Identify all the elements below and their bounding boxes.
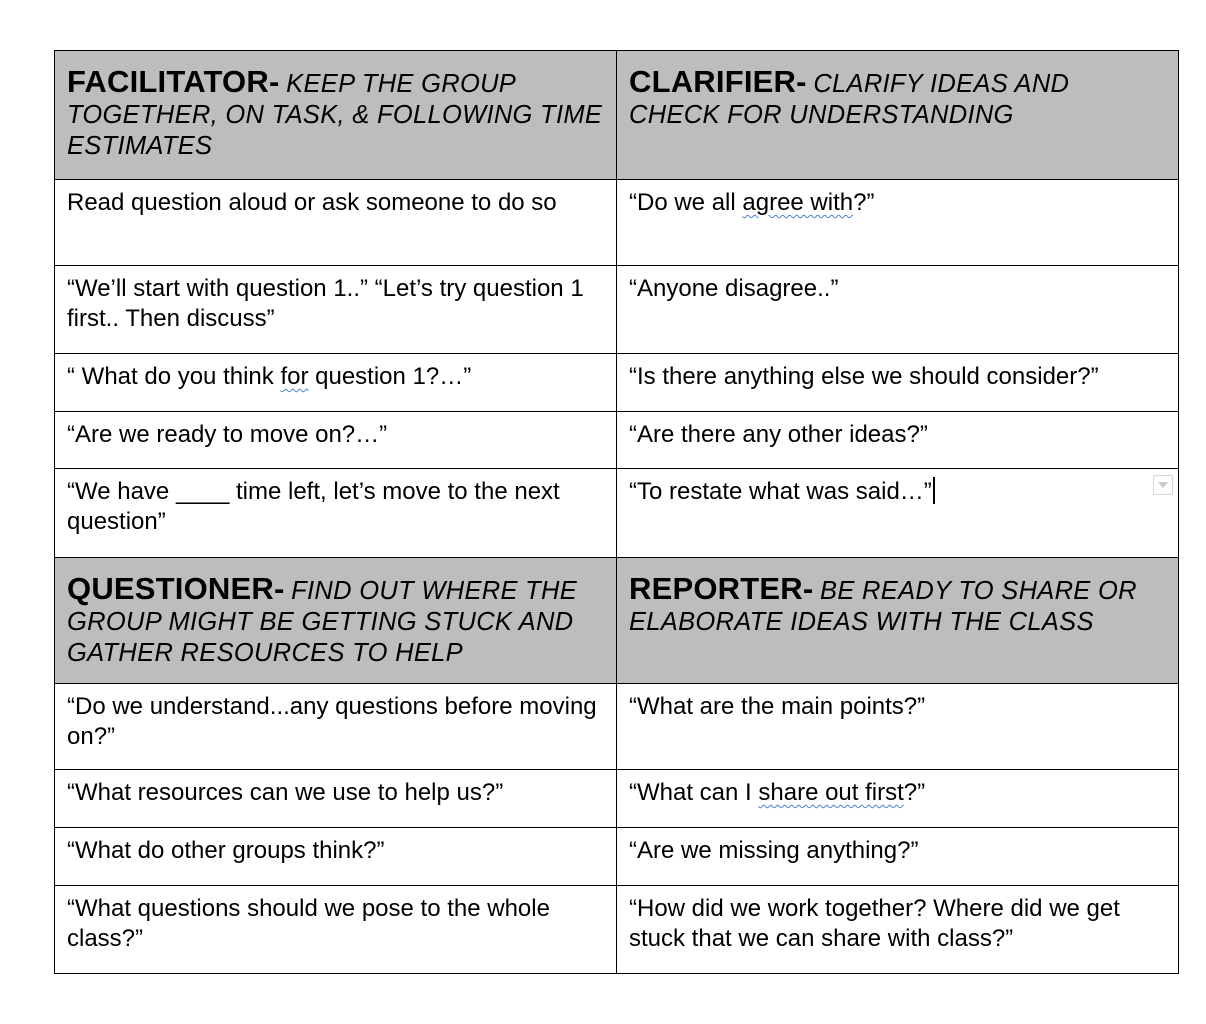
role-name: QUESTIONER- — [67, 571, 285, 606]
prompt-text: ?” — [903, 779, 926, 806]
prompt-cell[interactable] — [617, 770, 1179, 828]
table-row — [55, 684, 1179, 770]
table-row — [55, 266, 1179, 354]
table-row — [55, 558, 1179, 684]
table-row — [55, 412, 1179, 469]
prompt-cell-active[interactable] — [617, 469, 1179, 558]
clarifier-header-cell[interactable] — [617, 51, 1179, 180]
spellcheck-flagged-text[interactable]: for — [280, 363, 309, 390]
role-name: REPORTER- — [629, 571, 814, 606]
prompt-cell[interactable]: “We’ll start with question 1..” “Let’s try question 1 first.. Then discuss” — [55, 266, 617, 354]
spellcheck-flagged-text[interactable]: agree with — [742, 189, 854, 216]
roles-table — [54, 50, 1179, 974]
prompt-text: question 1?…” — [308, 363, 472, 390]
prompt-cell[interactable]: “What questions should we pose to the whole class?” — [55, 886, 617, 974]
table-row — [55, 469, 1179, 558]
table-row — [55, 51, 1179, 180]
prompt-cell[interactable]: “Are we ready to move on?…” — [55, 412, 617, 469]
prompt-text: “ What do you think — [67, 363, 281, 390]
prompt-cell[interactable] — [55, 354, 617, 412]
prompt-cell[interactable]: “Anyone disagree..” — [617, 266, 1179, 354]
role-description: FIND OUT WHERE THE GROUP MIGHT BE GETTING STUCK AND GATHER RESOURCES TO HELP — [67, 577, 578, 667]
prompt-cell[interactable]: “We have ____ time left, let’s move to the next question” — [55, 469, 617, 558]
prompt-cell[interactable] — [617, 180, 1179, 266]
prompt-cell[interactable]: Read question aloud or ask someone to do so — [55, 180, 617, 266]
table-row — [55, 828, 1179, 886]
table-row — [55, 886, 1179, 974]
prompt-text: “Do we all — [629, 189, 743, 216]
prompt-cell[interactable]: “How did we work together? Where did we get stuck that we can share with class?” — [617, 886, 1179, 974]
prompt-cell[interactable]: “Is there anything else we should consider?” — [617, 354, 1179, 412]
reporter-header-cell[interactable] — [617, 558, 1179, 684]
table-row — [55, 354, 1179, 412]
prompt-text: “What can I — [629, 779, 759, 806]
role-description: CLARIFY IDEAS AND CHECK FOR UNDERSTANDING — [629, 70, 1070, 129]
role-description: BE READY TO SHARE OR ELABORATE IDEAS WITH THE CLASS — [629, 577, 1137, 636]
prompt-cell[interactable]: “What resources can we use to help us?” — [55, 770, 617, 828]
prompt-cell[interactable]: “What are the main points?” — [617, 684, 1179, 770]
prompt-cell[interactable]: “Do we understand...any questions before moving on?” — [55, 684, 617, 770]
prompt-cell[interactable]: “Are we missing anything?” — [617, 828, 1179, 886]
role-name: FACILITATOR- — [67, 64, 280, 99]
text-cursor — [933, 477, 935, 504]
role-description: KEEP THE GROUP TOGETHER, ON TASK, & FOLLOWING TIME ESTIMATES — [67, 70, 603, 160]
spellcheck-flagged-text[interactable]: share out first — [758, 779, 904, 806]
cell-menu-dropdown-icon[interactable] — [1153, 475, 1173, 495]
prompt-cell[interactable]: “Are there any other ideas?” — [617, 412, 1179, 469]
questioner-header-cell[interactable] — [55, 558, 617, 684]
facilitator-header-cell[interactable] — [55, 51, 617, 180]
prompt-cell[interactable]: “What do other groups think?” — [55, 828, 617, 886]
table-row — [55, 180, 1179, 266]
table-row — [55, 770, 1179, 828]
prompt-text: “To restate what was said…” — [629, 478, 932, 505]
role-name: CLARIFIER- — [629, 64, 807, 99]
prompt-text: ?” — [853, 189, 875, 216]
